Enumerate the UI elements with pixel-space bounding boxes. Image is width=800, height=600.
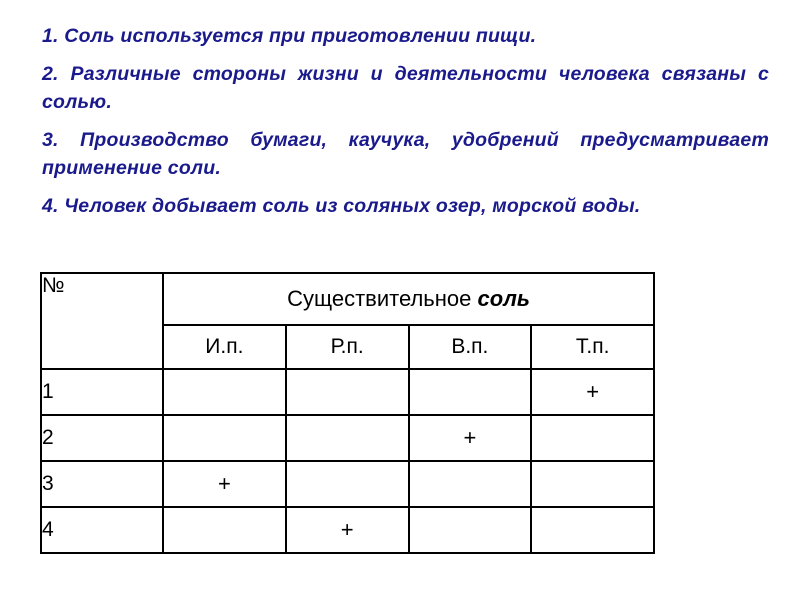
table-cell: + bbox=[531, 369, 654, 415]
sentence-1: 1. Соль используется при приготовлении пищи. bbox=[42, 25, 537, 47]
row-number: 3 bbox=[41, 461, 163, 507]
table-row bbox=[41, 415, 654, 461]
table-row bbox=[41, 507, 654, 553]
sentence-4: 4. Человек добывает соль из соляных озер, морской воды. bbox=[42, 195, 641, 217]
table-cell bbox=[531, 415, 654, 461]
number-column-header: № bbox=[41, 273, 163, 369]
table-cell bbox=[163, 369, 286, 415]
table-cell bbox=[409, 507, 532, 553]
table-cell bbox=[531, 461, 654, 507]
table-row bbox=[41, 369, 654, 415]
header-row bbox=[41, 273, 654, 325]
noun-header-prefix: Существительное bbox=[287, 286, 472, 311]
table-cell bbox=[163, 507, 286, 553]
case-header-genitive: Р.п. bbox=[286, 325, 409, 369]
table-cell bbox=[409, 461, 532, 507]
table-cell bbox=[409, 369, 532, 415]
sentence-list bbox=[42, 22, 769, 230]
case-header-nominative: И.п. bbox=[163, 325, 286, 369]
case-header-accusative: В.п. bbox=[409, 325, 532, 369]
row-number: 4 bbox=[41, 507, 163, 553]
sentence-3: 3. Производство бумаги, каучука, удобрений предусматривает применение соли. bbox=[42, 129, 769, 179]
table-cell bbox=[286, 415, 409, 461]
table-cell bbox=[531, 507, 654, 553]
sentence-2: 2. Различные стороны жизни и деятельности человека связаны с солью. bbox=[42, 63, 769, 113]
table-cell: + bbox=[286, 507, 409, 553]
table-row bbox=[41, 461, 654, 507]
row-number: 1 bbox=[41, 369, 163, 415]
case-table bbox=[40, 272, 655, 554]
row-number: 2 bbox=[41, 415, 163, 461]
case-header-instrumental: Т.п. bbox=[531, 325, 654, 369]
table-cell bbox=[286, 461, 409, 507]
table-cell bbox=[286, 369, 409, 415]
table-cell bbox=[163, 415, 286, 461]
noun-header bbox=[163, 273, 654, 325]
noun-header-word: соль bbox=[477, 286, 530, 311]
table-cell: + bbox=[409, 415, 532, 461]
table-cell: + bbox=[163, 461, 286, 507]
